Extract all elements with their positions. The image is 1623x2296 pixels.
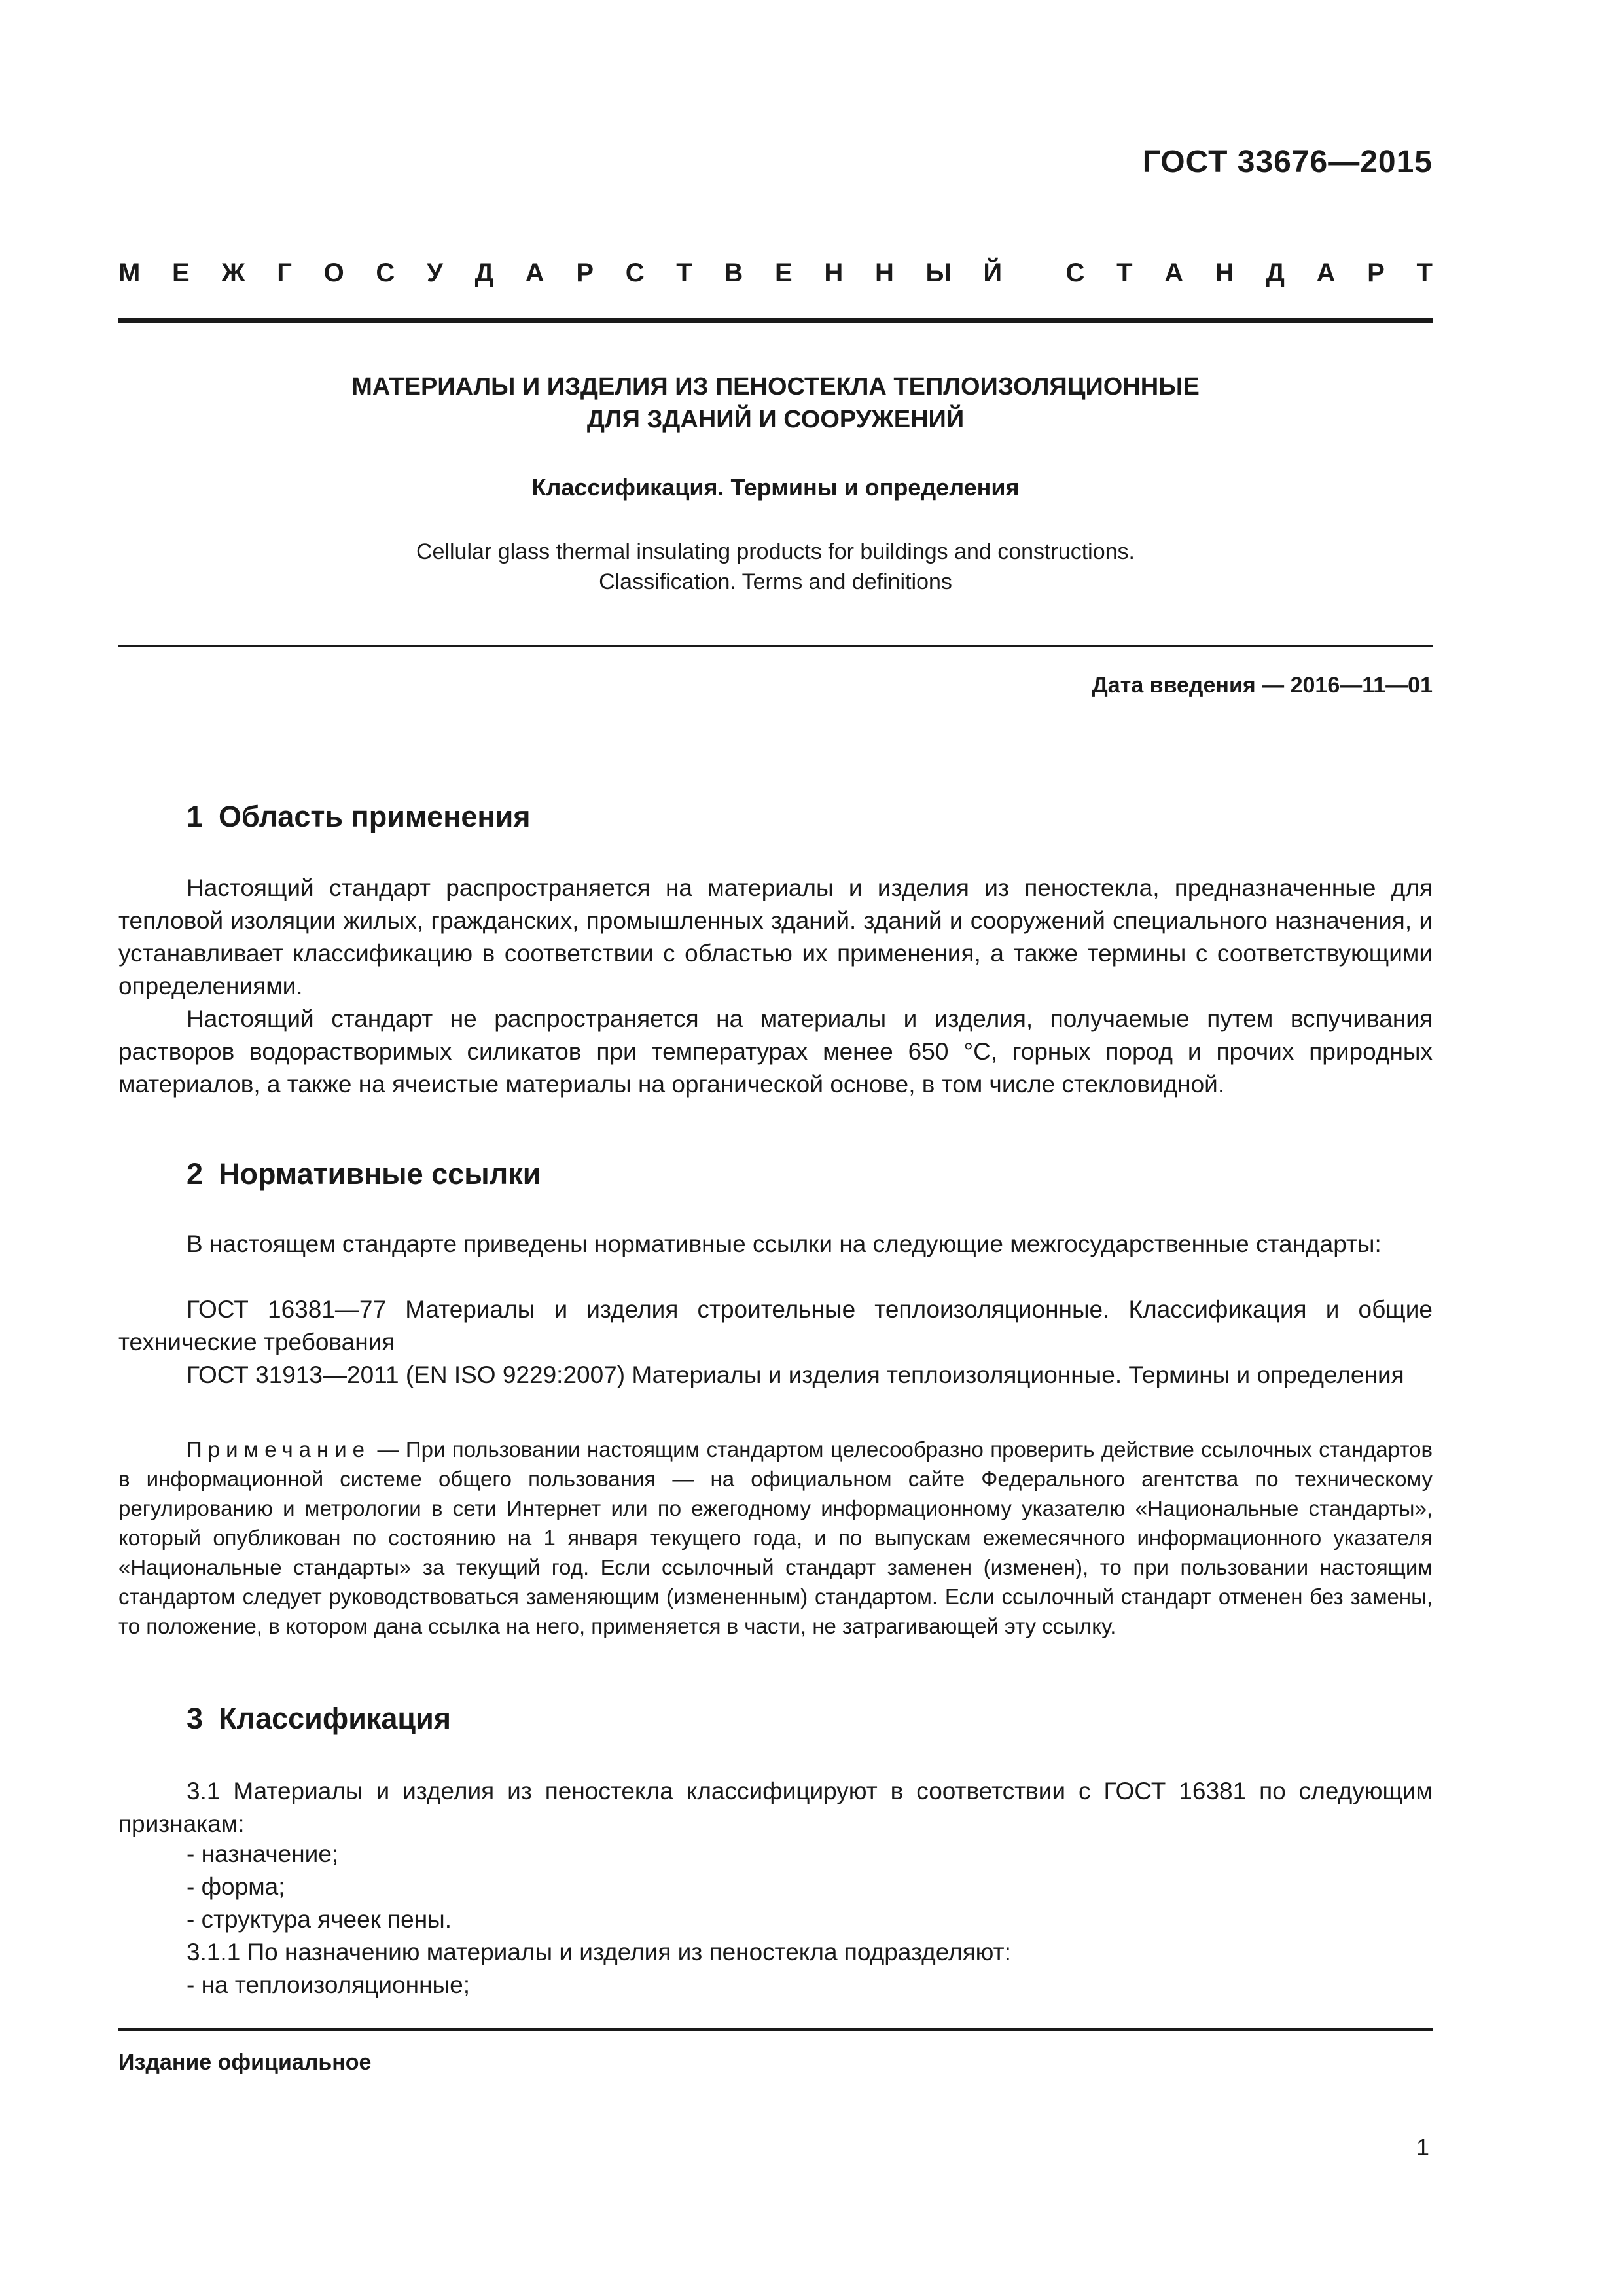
- heading-letter: С: [625, 259, 645, 287]
- document-title: [118, 370, 1433, 436]
- heading-letter: С: [1065, 259, 1085, 287]
- section-number: 3: [187, 1702, 204, 1735]
- document-subtitle: Классификация. Термины и определения: [531, 474, 1020, 501]
- title-line-2: ДЛЯ ЗДАНИЙ И СООРУЖЕНИЙ: [586, 406, 965, 433]
- subclause: 3.1.1 По назначению материалы и изделия из пеностекла подразделяют:: [187, 1939, 1011, 1965]
- heading-letter: Е: [775, 259, 793, 287]
- list-item: - назначение;: [187, 1840, 339, 1867]
- section-title: Область применения: [219, 800, 531, 833]
- heading-letter: С: [376, 259, 395, 287]
- edition-label: Издание официальное: [118, 2050, 372, 2075]
- paragraph: Настоящий стандарт не распространяется на материалы и изделия, получаемые путем вспучивания растворов водорастворимых силикатов при температурах менее 650 °С, горных пород и прочих природных материалов, а также на ячеистые материалы на органической основе, в том числе стекловидной.: [118, 1005, 1433, 1098]
- note-label: Примечание: [187, 1437, 371, 1462]
- heading-letter: Й: [983, 259, 1003, 287]
- page-number: 1: [1416, 2134, 1429, 2161]
- reference-item: ГОСТ 31913—2011 (EN ISO 9229:2007) Материалы и изделия теплоизоляционные. Термины и определения: [187, 1361, 1404, 1388]
- heading-letter: Т: [1116, 259, 1133, 287]
- heading-letter: М: [118, 259, 141, 287]
- paragraph: Настоящий стандарт распространяется на материалы и изделия из пеностекла, предназначенные для тепловой изоляции жилых, гражданских, промышленных зданий. зданий и сооружений специального назначения, и устанавливает классификацию в соответствии с областью их применения, а также термины с соответствующими определениями.: [118, 874, 1433, 999]
- title-divider: [118, 645, 1433, 647]
- heading-letter: Г: [277, 259, 292, 287]
- list-item: - на теплоизоляционные;: [187, 1971, 470, 1998]
- heading-letter: Р: [576, 259, 594, 287]
- list-item: - форма;: [187, 1873, 285, 1900]
- header-divider: [118, 318, 1433, 323]
- section-heading-classification: [187, 1702, 451, 1736]
- heading-letter: Н: [1215, 259, 1234, 287]
- reference-item: ГОСТ 16381—77 Материалы и изделия строительные теплоизоляционные. Классификация и общие технические требования: [118, 1296, 1433, 1355]
- paragraph: 3.1 Материалы и изделия из пеностекла классифицируют в соответствии с ГОСТ 16381 по следующим признакам:: [118, 1778, 1433, 1837]
- heading-letter: Е: [172, 259, 190, 287]
- section-heading-scope: [187, 800, 531, 834]
- document-number: ГОСТ 33676—2015: [1142, 145, 1433, 179]
- heading-letter: Н: [874, 259, 894, 287]
- paragraph: В настоящем стандарте приведены нормативные ссылки на следующие межгосударственные стандарты:: [187, 1230, 1382, 1257]
- heading-letter: Ы: [925, 259, 952, 287]
- note-paragraph: [118, 1435, 1433, 1641]
- english-title-line-2: Classification. Terms and definitions: [599, 569, 952, 594]
- heading-letter: Т: [1416, 259, 1433, 287]
- section-title: Нормативные ссылки: [219, 1157, 541, 1191]
- heading-letter: А: [1316, 259, 1336, 287]
- english-title-line-1: Cellular glass thermal insulating products for buildings and constructions.: [416, 539, 1135, 564]
- note-text: — При пользовании настоящим стандартом целесообразно проверить действие ссылочных стандартов в информационной системе общего пользования — на официальном сайте Федерального агентства по техническому регулированию и метрологии в сети Интернет или по ежегодному информационному указателю «Национальные стандарты», который опубликован по состоянию на 1 января текущего года, и по выпускам ежемесячного информационного указателя «Национальные стандарты» за текущий год. Если ссылочный стандарт заменен (изменен), то при пользовании настоящим стандартом следует руководствоваться заменяющим (измененным) стандартом. Если ссылочный стандарт отменен без замены, то положение, в котором дана ссылка на него, применяется в части, не затрагивающей эту ссылку.: [118, 1437, 1433, 1638]
- footer-divider: [118, 2028, 1433, 2031]
- heading-letter: Н: [824, 259, 844, 287]
- heading-letter: Д: [1266, 259, 1285, 287]
- section-title: Классификация: [219, 1702, 451, 1735]
- section-number: 2: [187, 1157, 204, 1191]
- heading-letter: Т: [676, 259, 692, 287]
- section-number: 1: [187, 800, 204, 833]
- standard-type-heading: [118, 259, 1433, 288]
- heading-letter: О: [323, 259, 344, 287]
- english-title: [118, 537, 1433, 597]
- list-item: - структура ячеек пены.: [187, 1906, 452, 1933]
- heading-letter: А: [525, 259, 544, 287]
- title-line-1: МАТЕРИАЛЫ И ИЗДЕЛИЯ ИЗ ПЕНОСТЕКЛА ТЕПЛОИЗОЛЯЦИОННЫЕ: [351, 373, 1200, 401]
- heading-letter: У: [427, 259, 443, 287]
- heading-letter: Р: [1367, 259, 1385, 287]
- introduction-date: Дата введения — 2016—11—01: [1092, 673, 1433, 698]
- section-heading-normative-references: [187, 1157, 541, 1191]
- heading-letter: Ж: [221, 259, 245, 287]
- heading-letter: А: [1164, 259, 1184, 287]
- heading-letter: В: [724, 259, 743, 287]
- heading-letter: Д: [474, 259, 494, 287]
